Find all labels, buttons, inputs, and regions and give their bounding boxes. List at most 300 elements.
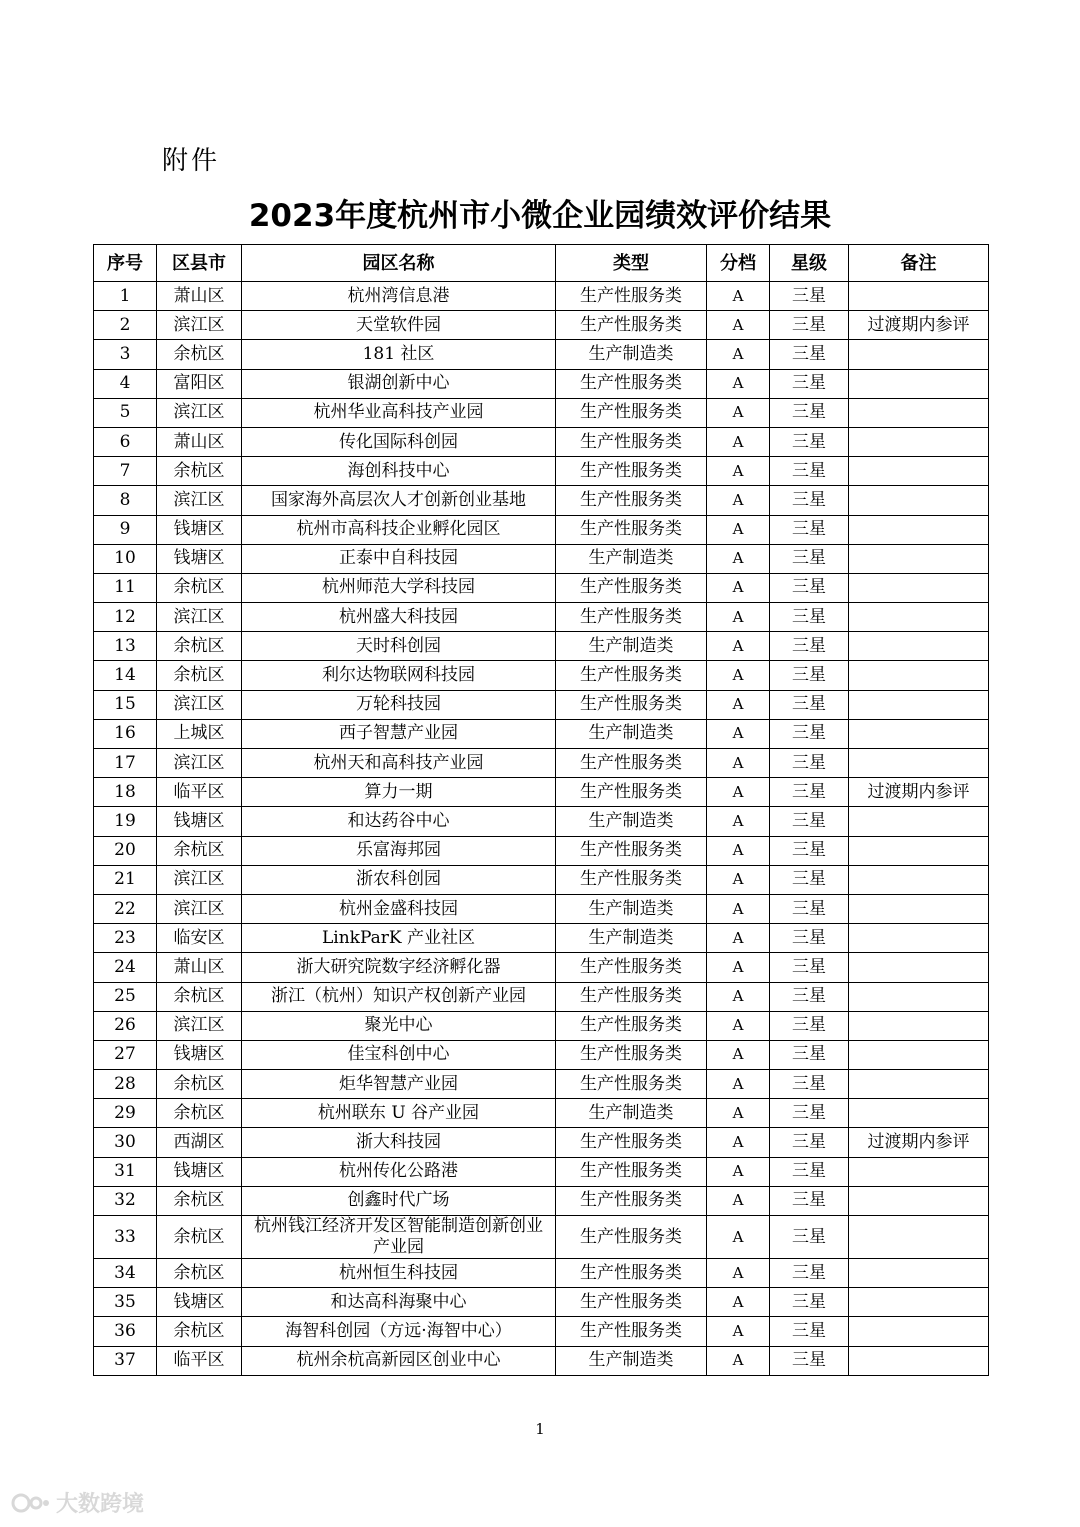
row-district: 滨江区 [157,603,242,632]
row-remarks [849,398,989,427]
table-row [94,778,989,807]
row-star-level: 三星 [770,690,849,719]
row-star-level: 三星 [770,661,849,690]
row-type: 生产性服务类 [556,1128,707,1157]
row-district: 余杭区 [157,982,242,1011]
row-type: 生产性服务类 [556,953,707,982]
row-park-name: 和达药谷中心 [242,807,556,836]
row-grade: A [707,1216,770,1259]
page-number: 1 [535,1420,545,1438]
row-index: 11 [94,573,157,602]
row-district: 钱塘区 [157,1040,242,1069]
row-remarks [849,1288,989,1317]
row-grade: A [707,632,770,661]
row-index: 37 [94,1346,157,1375]
table-row [94,544,989,573]
row-grade: A [707,398,770,427]
row-star-level: 三星 [770,924,849,953]
row-district: 富阳区 [157,369,242,398]
row-star-level: 三星 [770,515,849,544]
row-district: 余杭区 [157,573,242,602]
row-type: 生产性服务类 [556,311,707,340]
row-district: 萧山区 [157,282,242,311]
row-park-name: 杭州联东 U 谷产业园 [242,1099,556,1128]
row-type: 生产性服务类 [556,836,707,865]
header-type: 类型 [556,245,707,282]
row-park-name: 杭州盛大科技园 [242,603,556,632]
row-remarks [849,573,989,602]
row-index: 15 [94,690,157,719]
row-grade: A [707,1128,770,1157]
row-grade: A [707,1288,770,1317]
row-grade: A [707,1011,770,1040]
row-grade: A [707,807,770,836]
row-park-name: 传化国际科创园 [242,427,556,456]
table-row [94,1040,989,1069]
row-grade: A [707,1040,770,1069]
row-remarks [849,1186,989,1215]
table-row [94,982,989,1011]
row-district: 西湖区 [157,1128,242,1157]
row-type: 生产性服务类 [556,427,707,456]
row-type: 生产性服务类 [556,603,707,632]
row-district: 余杭区 [157,1186,242,1215]
table-row [94,894,989,923]
row-park-name: 银湖创新中心 [242,369,556,398]
row-star-level: 三星 [770,836,849,865]
row-index: 9 [94,515,157,544]
table-row [94,924,989,953]
row-grade: A [707,865,770,894]
row-district: 钱塘区 [157,1157,242,1186]
row-remarks [849,457,989,486]
row-remarks [849,486,989,515]
row-index: 30 [94,1128,157,1157]
row-park-name: 浙大研究院数字经济孵化器 [242,953,556,982]
row-remarks [849,1099,989,1128]
row-star-level: 三星 [770,573,849,602]
row-type: 生产性服务类 [556,369,707,398]
watermark [10,1487,144,1518]
row-index: 14 [94,661,157,690]
row-type: 生产制造类 [556,924,707,953]
row-index: 33 [94,1216,157,1259]
row-star-level: 三星 [770,1011,849,1040]
row-index: 35 [94,1288,157,1317]
row-star-level: 三星 [770,1186,849,1215]
row-park-name: 杭州师范大学科技园 [242,573,556,602]
table-row [94,1346,989,1375]
row-index: 26 [94,1011,157,1040]
row-index: 29 [94,1099,157,1128]
table-row [94,340,989,369]
row-grade: A [707,573,770,602]
row-star-level: 三星 [770,1040,849,1069]
row-star-level: 三星 [770,1317,849,1346]
table-row [94,1011,989,1040]
row-remarks [849,1070,989,1099]
row-index: 32 [94,1186,157,1215]
row-park-name: 杭州市高科技企业孵化园区 [242,515,556,544]
row-district: 萧山区 [157,953,242,982]
table-row [94,1216,989,1259]
row-grade: A [707,982,770,1011]
table-row [94,1157,989,1186]
row-remarks [849,515,989,544]
table-row [94,1070,989,1099]
row-index: 28 [94,1070,157,1099]
row-star-level: 三星 [770,1128,849,1157]
row-remarks [849,1259,989,1288]
row-star-level: 三星 [770,778,849,807]
row-grade: A [707,1099,770,1128]
row-type: 生产性服务类 [556,1070,707,1099]
row-grade: A [707,924,770,953]
row-remarks [849,982,989,1011]
row-remarks [849,894,989,923]
row-district: 滨江区 [157,1011,242,1040]
row-type: 生产性服务类 [556,690,707,719]
row-remarks [849,924,989,953]
table-row [94,1186,989,1215]
row-grade: A [707,340,770,369]
row-remarks [849,544,989,573]
row-index: 16 [94,719,157,748]
row-district: 余杭区 [157,457,242,486]
row-star-level: 三星 [770,632,849,661]
table-row [94,311,989,340]
row-type: 生产性服务类 [556,1186,707,1215]
row-park-name: 正泰中自科技园 [242,544,556,573]
row-star-level: 三星 [770,1157,849,1186]
row-index: 4 [94,369,157,398]
row-park-name: 杭州天和高科技产业园 [242,749,556,778]
row-index: 3 [94,340,157,369]
row-type: 生产制造类 [556,1346,707,1375]
row-index: 5 [94,398,157,427]
row-index: 24 [94,953,157,982]
row-remarks [849,1040,989,1069]
table-row [94,427,989,456]
row-district: 萧山区 [157,427,242,456]
attachment-label: 附件 [162,146,221,176]
row-district: 滨江区 [157,311,242,340]
row-star-level: 三星 [770,603,849,632]
table-row [94,749,989,778]
row-remarks [849,953,989,982]
table-row [94,690,989,719]
row-remarks [849,603,989,632]
row-index: 20 [94,836,157,865]
row-park-name: 西子智慧产业园 [242,719,556,748]
table-row [94,486,989,515]
row-district: 钱塘区 [157,1288,242,1317]
table-row [94,282,989,311]
row-remarks [849,1157,989,1186]
row-park-name: 浙大科技园 [242,1128,556,1157]
row-district: 余杭区 [157,632,242,661]
row-grade: A [707,457,770,486]
row-district: 滨江区 [157,894,242,923]
row-type: 生产制造类 [556,632,707,661]
table-row [94,1288,989,1317]
row-grade: A [707,282,770,311]
row-type: 生产性服务类 [556,778,707,807]
row-district: 钱塘区 [157,807,242,836]
table-row [94,603,989,632]
row-district: 余杭区 [157,1070,242,1099]
row-grade: A [707,603,770,632]
row-district: 临平区 [157,1346,242,1375]
row-park-name: 杭州钱江经济开发区智能制造创新创业产业园 [242,1216,556,1259]
row-grade: A [707,894,770,923]
row-park-name: 天堂软件园 [242,311,556,340]
row-remarks [849,632,989,661]
watermark-text: 大数跨境 [56,1492,145,1517]
row-index: 8 [94,486,157,515]
header-grade: 分档 [707,245,770,282]
row-remarks [849,1317,989,1346]
row-star-level: 三星 [770,749,849,778]
row-type: 生产制造类 [556,1099,707,1128]
table-row [94,573,989,602]
row-star-level: 三星 [770,1288,849,1317]
row-district: 余杭区 [157,1216,242,1259]
row-type: 生产制造类 [556,544,707,573]
row-index: 31 [94,1157,157,1186]
row-star-level: 三星 [770,1259,849,1288]
row-index: 23 [94,924,157,953]
row-star-level: 三星 [770,340,849,369]
row-remarks [849,1216,989,1259]
row-remarks [849,661,989,690]
table-body [94,282,989,1376]
row-grade: A [707,515,770,544]
row-grade: A [707,311,770,340]
row-type: 生产性服务类 [556,1216,707,1259]
row-remarks [849,836,989,865]
row-index: 17 [94,749,157,778]
row-grade: A [707,836,770,865]
row-remarks: 过渡期内参评 [849,311,989,340]
row-park-name: 和达高科海聚中心 [242,1288,556,1317]
row-district: 滨江区 [157,865,242,894]
table-row [94,807,989,836]
row-park-name: 杭州余杭高新园区创业中心 [242,1346,556,1375]
row-star-level: 三星 [770,953,849,982]
row-park-name: 乐富海邦园 [242,836,556,865]
row-remarks [849,719,989,748]
row-grade: A [707,1186,770,1215]
table-row [94,1259,989,1288]
row-type: 生产性服务类 [556,982,707,1011]
row-remarks [849,282,989,311]
row-park-name: 浙农科创园 [242,865,556,894]
table-row [94,398,989,427]
row-grade: A [707,1157,770,1186]
table-row [94,369,989,398]
row-district: 余杭区 [157,1099,242,1128]
table-row [94,661,989,690]
row-park-name: LinkParK 产业社区 [242,924,556,953]
row-star-level: 三星 [770,311,849,340]
header-park-name: 园区名称 [242,245,556,282]
row-type: 生产性服务类 [556,1288,707,1317]
row-park-name: 佳宝科创中心 [242,1040,556,1069]
row-index: 6 [94,427,157,456]
row-park-name: 聚光中心 [242,1011,556,1040]
row-grade: A [707,690,770,719]
row-grade: A [707,1317,770,1346]
row-star-level: 三星 [770,865,849,894]
row-park-name: 炬华智慧产业园 [242,1070,556,1099]
row-index: 36 [94,1317,157,1346]
table-row [94,719,989,748]
row-star-level: 三星 [770,1099,849,1128]
table-row [94,1317,989,1346]
row-park-name: 天时科创园 [242,632,556,661]
row-type: 生产性服务类 [556,486,707,515]
row-type: 生产制造类 [556,807,707,836]
row-type: 生产制造类 [556,894,707,923]
table-row [94,515,989,544]
row-park-name: 创鑫时代广场 [242,1186,556,1215]
row-remarks [849,340,989,369]
row-type: 生产性服务类 [556,1317,707,1346]
table-row [94,953,989,982]
row-grade: A [707,778,770,807]
row-grade: A [707,749,770,778]
header-district: 区县市 [157,245,242,282]
row-star-level: 三星 [770,1216,849,1259]
row-index: 19 [94,807,157,836]
row-index: 7 [94,457,157,486]
row-star-level: 三星 [770,398,849,427]
row-district: 钱塘区 [157,515,242,544]
row-star-level: 三星 [770,369,849,398]
row-type: 生产性服务类 [556,1157,707,1186]
row-grade: A [707,544,770,573]
row-district: 临安区 [157,924,242,953]
table-row [94,1099,989,1128]
row-remarks [849,1346,989,1375]
row-park-name: 利尔达物联网科技园 [242,661,556,690]
row-park-name: 杭州恒生科技园 [242,1259,556,1288]
row-remarks [849,807,989,836]
row-park-name: 杭州传化公路港 [242,1157,556,1186]
row-grade: A [707,1346,770,1375]
row-remarks [849,427,989,456]
table-header-row [94,245,989,282]
row-star-level: 三星 [770,1346,849,1375]
row-type: 生产性服务类 [556,1040,707,1069]
row-type: 生产性服务类 [556,457,707,486]
row-star-level: 三星 [770,544,849,573]
row-remarks [849,1011,989,1040]
row-district: 钱塘区 [157,544,242,573]
row-district: 滨江区 [157,486,242,515]
watermark-logo-icon [10,1492,50,1514]
row-park-name: 算力一期 [242,778,556,807]
row-park-name: 杭州金盛科技园 [242,894,556,923]
row-index: 34 [94,1259,157,1288]
row-grade: A [707,661,770,690]
row-remarks: 过渡期内参评 [849,1128,989,1157]
row-type: 生产制造类 [556,719,707,748]
row-index: 12 [94,603,157,632]
row-remarks [849,690,989,719]
row-type: 生产制造类 [556,340,707,369]
row-district: 余杭区 [157,340,242,369]
row-type: 生产性服务类 [556,282,707,311]
row-district: 余杭区 [157,1317,242,1346]
row-district: 滨江区 [157,749,242,778]
row-star-level: 三星 [770,282,849,311]
row-remarks [849,369,989,398]
row-index: 22 [94,894,157,923]
row-index: 21 [94,865,157,894]
row-star-level: 三星 [770,486,849,515]
row-district: 滨江区 [157,398,242,427]
row-park-name: 海创科技中心 [242,457,556,486]
row-district: 余杭区 [157,661,242,690]
row-park-name: 万轮科技园 [242,690,556,719]
row-grade: A [707,486,770,515]
row-type: 生产性服务类 [556,1259,707,1288]
row-park-name: 浙江（杭州）知识产权创新产业园 [242,982,556,1011]
row-park-name: 181 社区 [242,340,556,369]
table-row [94,457,989,486]
row-index: 27 [94,1040,157,1069]
row-star-level: 三星 [770,719,849,748]
row-district: 上城区 [157,719,242,748]
row-type: 生产性服务类 [556,515,707,544]
row-park-name: 杭州华业高科技产业园 [242,398,556,427]
row-index: 13 [94,632,157,661]
row-star-level: 三星 [770,1070,849,1099]
row-district: 滨江区 [157,690,242,719]
header-remarks: 备注 [849,245,989,282]
results-table [93,244,989,1376]
document-title: 2023年度杭州市小微企业园绩效评价结果 [248,198,832,234]
table-row [94,836,989,865]
row-star-level: 三星 [770,894,849,923]
table-row [94,865,989,894]
row-district: 临平区 [157,778,242,807]
row-star-level: 三星 [770,457,849,486]
row-park-name: 海智科创园（方远·海智中心） [242,1317,556,1346]
header-star-level: 星级 [770,245,849,282]
table-row [94,632,989,661]
row-remarks [849,865,989,894]
row-index: 18 [94,778,157,807]
row-grade: A [707,719,770,748]
row-star-level: 三星 [770,982,849,1011]
row-grade: A [707,1070,770,1099]
row-type: 生产性服务类 [556,573,707,602]
row-park-name: 国家海外高层次人才创新创业基地 [242,486,556,515]
row-grade: A [707,369,770,398]
row-type: 生产性服务类 [556,661,707,690]
row-type: 生产性服务类 [556,1011,707,1040]
header-index: 序号 [94,245,157,282]
row-index: 10 [94,544,157,573]
row-index: 1 [94,282,157,311]
row-district: 余杭区 [157,836,242,865]
row-index: 2 [94,311,157,340]
row-type: 生产性服务类 [556,749,707,778]
row-index: 25 [94,982,157,1011]
